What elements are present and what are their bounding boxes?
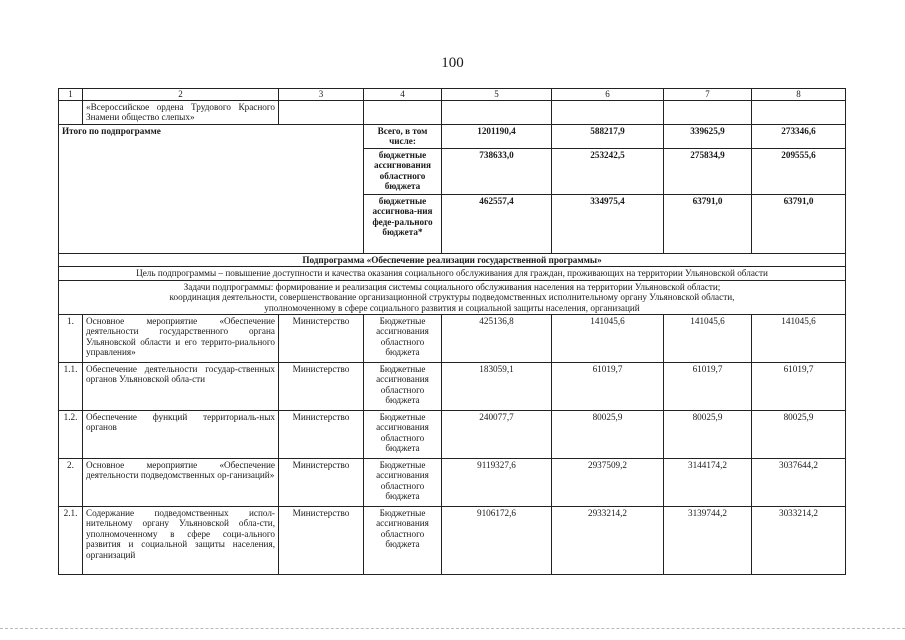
subprogram-tasks-line: координация деятельности, совершенствование организационной структуры подведомственных исполнительному органу Ульяновской области, xyxy=(169,292,735,303)
row-number: 1.2. xyxy=(59,411,83,459)
column-number: 8 xyxy=(752,89,846,101)
row-value: 3144174,2 xyxy=(664,459,752,507)
column-number: 7 xyxy=(664,89,752,101)
row-number: 2. xyxy=(59,459,83,507)
row-value: 3037644,2 xyxy=(752,459,846,507)
totals-value: 738633,0 xyxy=(442,149,552,195)
totals-value: 253242,5 xyxy=(552,149,664,195)
subprogram-goal-row xyxy=(59,267,846,280)
totals-label: Итого по подпрограмме xyxy=(59,125,364,254)
row-executor: Министерство xyxy=(279,363,364,411)
column-number: 4 xyxy=(364,89,442,101)
column-number: 6 xyxy=(552,89,664,101)
row-value: 141045,6 xyxy=(552,315,664,363)
column-number: 2 xyxy=(83,89,279,101)
row-value: 2937509,2 xyxy=(552,459,664,507)
row-name: Содержание подведомственных испол-нительному органу Ульяновской обла-сти, уполномоченному в сфере соци-ального развития и социальной защиты населения, организаций xyxy=(83,507,279,575)
row-source: Бюджетные ассигнования областного бюджета xyxy=(364,315,442,363)
table-row xyxy=(59,411,846,459)
row-value: 80025,9 xyxy=(752,411,846,459)
totals-value: 462557,4 xyxy=(442,195,552,254)
row-value: 141045,6 xyxy=(664,315,752,363)
row-value: 9119327,6 xyxy=(442,459,552,507)
totals-value: 1201190,4 xyxy=(442,125,552,149)
column-number: 3 xyxy=(279,89,364,101)
row-value: 3139744,2 xyxy=(664,507,752,575)
totals-value: 63791,0 xyxy=(664,195,752,254)
column-number: 1 xyxy=(59,89,83,101)
subprogram-title: Подпрограмма «Обеспечение реализации государственной программы» xyxy=(59,254,846,267)
totals-source: бюджетные ассигнования областного бюджета xyxy=(364,149,442,195)
row-value: 3033214,2 xyxy=(752,507,846,575)
totals-source: бюджетные ассигнова-ния феде-рального бюджета* xyxy=(364,195,442,254)
column-number-row xyxy=(59,89,846,101)
row-value: 183059,1 xyxy=(442,363,552,411)
totals-value: 63791,0 xyxy=(752,195,846,254)
row-value: 2933214,2 xyxy=(552,507,664,575)
totals-value: 588217,9 xyxy=(552,125,664,149)
continued-row xyxy=(59,101,846,125)
row-value: 80025,9 xyxy=(552,411,664,459)
row-source: Бюджетные ассигнования областного бюджета xyxy=(364,459,442,507)
subprogram-tasks-line: Задачи подпрограммы: формирование и реализация системы социального обслуживания населения на территории Ульяновской области; xyxy=(183,281,721,292)
row-source: Бюджетные ассигнования областного бюджета xyxy=(364,363,442,411)
continued-row-name: «Всероссийское ордена Трудового Красного Знамени общество слепых» xyxy=(83,101,279,125)
row-value: 9106172,6 xyxy=(442,507,552,575)
totals-value: 275834,9 xyxy=(664,149,752,195)
row-value: 141045,6 xyxy=(752,315,846,363)
row-name: Обеспечение функций территориаль-ных органов xyxy=(83,411,279,459)
row-value: 61019,7 xyxy=(664,363,752,411)
row-number: 2.1. xyxy=(59,507,83,575)
table-row xyxy=(59,315,846,363)
row-name: Основное мероприятие «Обеспечение деятельности государственного органа Ульяновской области и его террито-риального управления» xyxy=(83,315,279,363)
row-value: 61019,7 xyxy=(752,363,846,411)
row-name: Основное мероприятие «Обеспечение деятельности подведомственных ор-ганизаций» xyxy=(83,459,279,507)
totals-value: 209555,6 xyxy=(752,149,846,195)
budget-table xyxy=(58,88,846,575)
scan-edge-line xyxy=(0,628,905,629)
page-number: 100 xyxy=(441,55,464,71)
subprogram-title-row xyxy=(59,254,846,267)
row-value: 425136,8 xyxy=(442,315,552,363)
row-source: Бюджетные ассигнования областного бюджета xyxy=(364,411,442,459)
row-value: 240077,7 xyxy=(442,411,552,459)
totals-value: 339625,9 xyxy=(664,125,752,149)
row-number: 1. xyxy=(59,315,83,363)
row-value: 80025,9 xyxy=(664,411,752,459)
subprogram-tasks-row xyxy=(59,280,846,314)
subprogram-tasks-line: уполномоченному в сфере социального развития и социальной защиты населения, организаций xyxy=(264,302,640,313)
table-row xyxy=(59,363,846,411)
subprogram-goal: Цель подпрограммы – повышение доступности и качества оказания социального обслуживания для граждан, проживающих на территории Ульяновской области xyxy=(59,267,846,280)
totals-source: Всего, в том числе: xyxy=(364,125,442,149)
table-row xyxy=(59,507,846,575)
totals-value: 273346,6 xyxy=(752,125,846,149)
row-executor: Министерство xyxy=(279,459,364,507)
row-name: Обеспечение деятельности государ-ственных органов Ульяновской обла-сти xyxy=(83,363,279,411)
row-executor: Министерство xyxy=(279,315,364,363)
subprogram-tasks xyxy=(59,280,846,314)
table-row xyxy=(59,459,846,507)
row-value: 61019,7 xyxy=(552,363,664,411)
row-executor: Министерство xyxy=(279,507,364,575)
row-source: Бюджетные ассигнования областного бюджета xyxy=(364,507,442,575)
totals-row xyxy=(59,125,846,149)
row-executor: Министерство xyxy=(279,411,364,459)
column-number: 5 xyxy=(442,89,552,101)
totals-value: 334975,4 xyxy=(552,195,664,254)
row-number: 1.1. xyxy=(59,363,83,411)
